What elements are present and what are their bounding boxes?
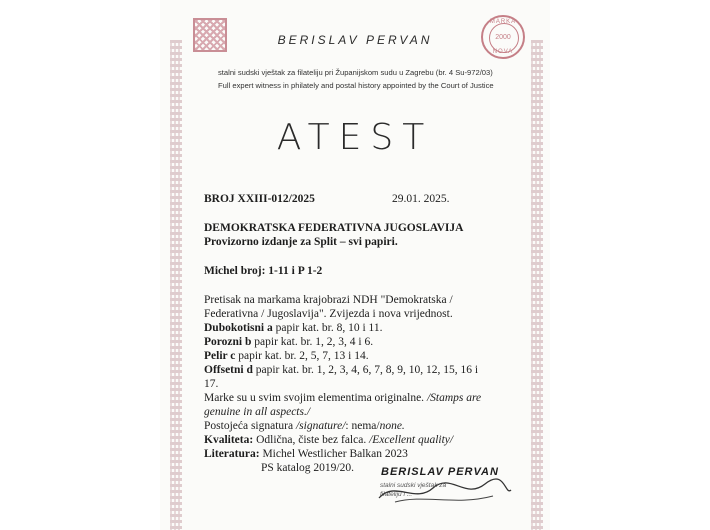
signature-info: Postojeća signatura /signature/: nema/none.: [204, 420, 405, 432]
paper-type-d-continued: 17.: [204, 378, 219, 390]
paper-type-c: Pelir c papir kat. br. 2, 5, 7, 13 i 14.: [204, 350, 369, 362]
literature-info-continued: PS katalog 2019/20.: [261, 462, 354, 474]
description-line-2: Federativna / Jugoslavija". Zvijezda i nova vrijednost.: [204, 308, 453, 320]
certificate-date: 29.01. 2025.: [392, 193, 450, 205]
originality-statement-en: genuine in all aspects./: [204, 406, 311, 418]
description-line-1: Pretisak na markama krajobrazi NDH "Demokratska /: [204, 294, 453, 306]
expert-credential-hr: stalni sudski vještak za filateliju pri Županijskom sudu u Zagrebu (br. 4 Su-972/03): [218, 68, 493, 77]
paper-type-b: Porozni b papir kat. br. 1, 2, 3, 4 i 6.: [204, 336, 374, 348]
issue-subtitle: Provizorno izdanje za Split – svi papiri.: [204, 236, 398, 248]
signature-stamp-line-1: stalni sudski vještak za: [380, 482, 447, 489]
originality-statement: Marke su u svim svojim elementima originalne. /Stamps are: [204, 392, 482, 404]
expert-credential-en: Full expert witness in philately and postal history appointed by the Court of Justice: [218, 81, 494, 90]
signature-stamp-line-2: filateliju i ...: [380, 491, 413, 498]
marka-nova-stamp-icon: MARKA 2000 NOVA: [481, 15, 525, 59]
signature-stamp-name: BERISLAV PERVAN: [381, 466, 499, 478]
michel-number: Michel broj: 1-11 i P 1-2: [204, 265, 323, 277]
right-border-ornament: [531, 40, 543, 530]
paper-type-a: Dubokotisni a papir kat. br. 8, 10 i 11.: [204, 322, 383, 334]
certificate-number: BROJ XXIII-012/2025: [204, 193, 315, 205]
left-border-ornament: [170, 40, 182, 530]
literature-info: Literatura: Michel Westlicher Balkan 2023: [204, 448, 408, 460]
expert-name: BERISLAV PERVAN: [277, 33, 433, 47]
document-title: ATEST: [276, 117, 434, 158]
issue-country: DEMOKRATSKA FEDERATIVNA JUGOSLAVIJA: [204, 222, 464, 234]
quality-info: Kvaliteta: Odlična, čiste bez falca. /Excellent quality/: [204, 434, 454, 446]
handwritten-signature-icon: [375, 470, 515, 510]
paper-type-d: Offsetni d papir kat. br. 1, 2, 3, 4, 6, 7, 8, 9, 10, 12, 15, 16 i: [204, 364, 479, 376]
